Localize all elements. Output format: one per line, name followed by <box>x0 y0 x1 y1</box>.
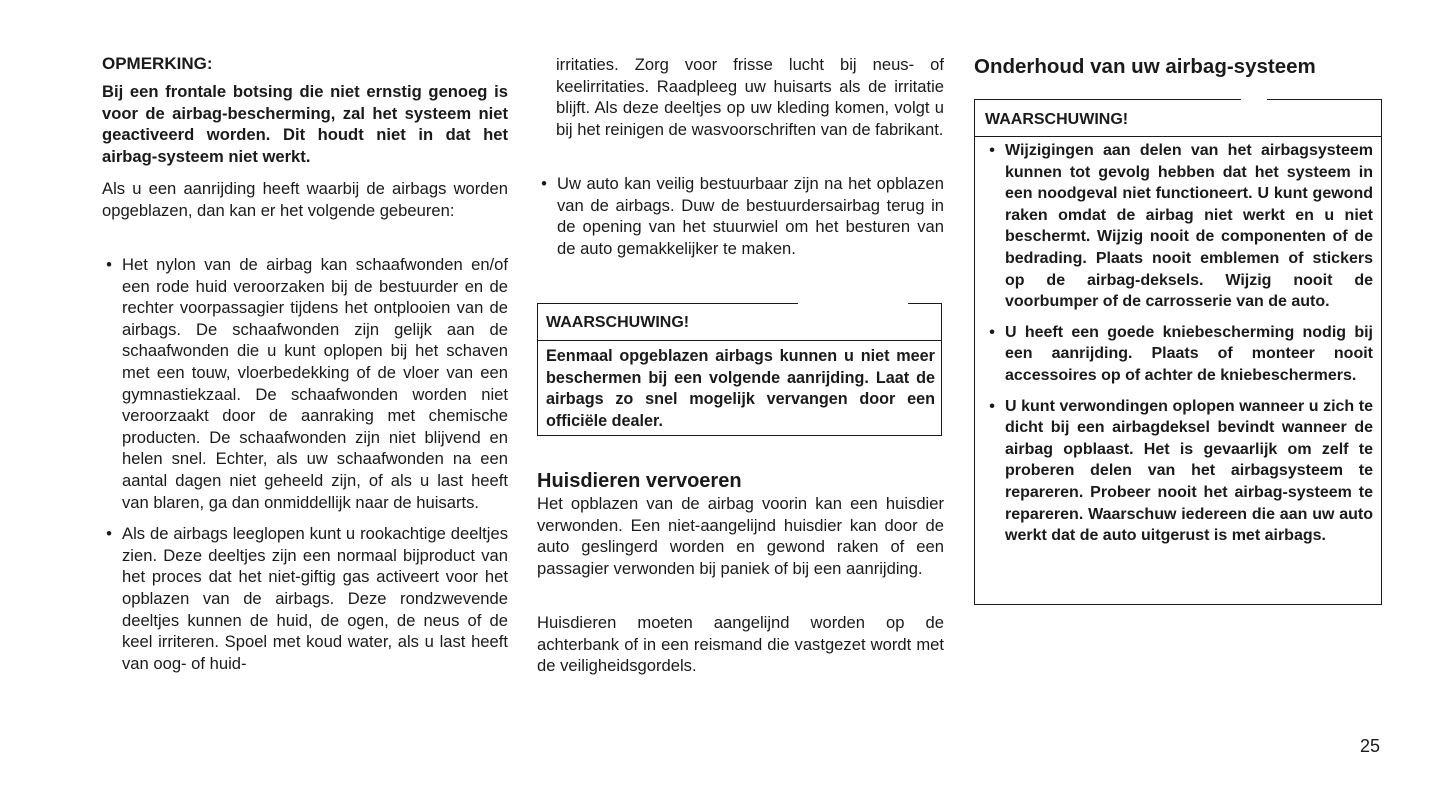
bullet-icon: • <box>989 142 995 159</box>
list-item <box>985 396 1373 547</box>
border-gap <box>798 302 908 305</box>
note-text: Bij een frontale botsing die niet ernstig genoeg is voor de airbag-bescherming, zal het systeem niet geactiveerd worden. Dit houdt niet in dat het airbag-systeem niet werkt. <box>102 82 508 166</box>
list-item-text: Het nylon van de airbag kan schaafwonden en/of een rode huid veroorzaken bij de bestuurder en de rechter voorpassagier tijdens het ontplooien van de airbags. De schaafwonden zijn gelijk aan de schaafwonden die u kunt oplopen bij het schaven met een touw, vloerbedekking of de vloer van een gymnastiekzaal. De schaafwonden worden niet veroorzaakt door de aanraking met chemische producten. De schaafwonden zijn niet blijvend en helen snel. Echter, als uw schaafwonden na een aantal dagen niet geheeld zijn, of als u last heeft van blaren, ga dan onmiddellijk naar de huisarts. <box>122 255 508 512</box>
bullet-icon: • <box>989 323 995 341</box>
section-heading-pets: Huisdieren vervoeren <box>537 470 742 492</box>
list-item-text: Wijzigingen aan delen van het airbagsysteem kunnen tot gevolg hebben dat het systeem in een noodgeval niet functioneert. U kunt gewond raken omdat de airbag niet werkt en u niet beschermt. Wijzig nooit de componenten of de bedrading. Plaats nooit emblemen of stickers op de airbag-deksels. Wijzig nooit de voorbumper of de carrosserie van de auto. <box>1005 142 1373 311</box>
warning-box <box>974 99 1382 605</box>
pets-paragraph-2: Huisdieren moeten aangelijnd worden op de achterbank of in een reismand die vastgezet wordt met de veiligheidsgordels. <box>537 613 944 676</box>
list-item-text: Als de airbags leeglopen kunt u rookachtige deeltjes zien. Deze deeltjes zijn een normaal bijproduct van het proces dat het niet-giftig gas activeert voor het opblazen van de airbags. Deze rondzwevende deeltjes kunnen de huid, de ogen, de neus of de keel irriteren. Spoel met koud water, als u last heeft van oog- of huid- <box>122 524 508 673</box>
warning-text: Eenmaal opgeblazen airbags kunnen u niet meer beschermen bij een volgende aanrijding. Laat de airbags zo snel mogelijk vervangen door een officiële dealer. <box>546 347 935 430</box>
warning-box <box>537 303 942 436</box>
border-gap <box>1241 98 1267 101</box>
list-item <box>537 173 944 259</box>
pets-paragraph-1: Het opblazen van de airbag voorin kan een huisdier verwonden. Een niet-aangelijnd huisdier kan door de auto geslingerd worden en gewond raken of een passagier verwonden bij paniek of bij een aanrijding. <box>537 494 944 578</box>
bullet-icon: • <box>541 174 547 193</box>
list-item <box>102 254 508 513</box>
list-item <box>985 140 1373 313</box>
section-heading-maintenance: Onderhoud van uw airbag-systeem <box>974 55 1316 78</box>
list-item <box>102 523 508 674</box>
warning-title: WAARSCHUWING! <box>985 111 1129 128</box>
divider <box>538 340 941 341</box>
bullet-icon: • <box>989 397 995 415</box>
list-item-text: U kunt verwondingen oplopen wanneer u zich te dicht bij een airbagdeksel bevindt wanneer de airbag opblaast. Het is gevaarlijk om zelf te proberen delen van het airbagsysteem te repareren. Probeer nooit het airbag-systeem te repareren. Waarschuw iedereen die aan uw auto werkt dat de auto uitgerust is met airbags. <box>1005 397 1373 545</box>
list-item-text: Uw auto kan veilig bestuurbaar zijn na het opblazen van de airbags. Duw de bestuurdersairbag terug in de opening van het stuurwiel om het besturen van de auto gemakkelijker te maken. <box>557 174 944 258</box>
intro-paragraph: Als u een aanrijding heeft waarbij de airbags worden opgeblazen, dan kan er het volgende gebeuren: <box>102 179 508 220</box>
continuation-paragraph: irritaties. Zorg voor frisse lucht bij neus- of keelirritaties. Raadpleeg uw huisarts als de irritatie blijft. Als deze deeltjes op uw kleding komen, volgt u bij het reinigen de wasvoorschriften van de fabrikant. <box>556 55 944 139</box>
consequences-list-continued <box>537 173 944 259</box>
bullet-icon: • <box>106 255 112 274</box>
warning-list <box>985 140 1373 547</box>
page-number: 25 <box>1360 736 1381 756</box>
list-item <box>985 322 1373 387</box>
bullet-icon: • <box>106 524 112 544</box>
note-label: OPMERKING: <box>102 54 213 73</box>
divider <box>975 136 1381 137</box>
warning-title: WAARSCHUWING! <box>546 314 690 331</box>
consequences-list <box>102 254 508 674</box>
list-item-text: U heeft een goede kniebescherming nodig bij een aanrijding. Plaats of monteer nooit accessoires op of achter de kniebeschermers. <box>1005 323 1373 384</box>
